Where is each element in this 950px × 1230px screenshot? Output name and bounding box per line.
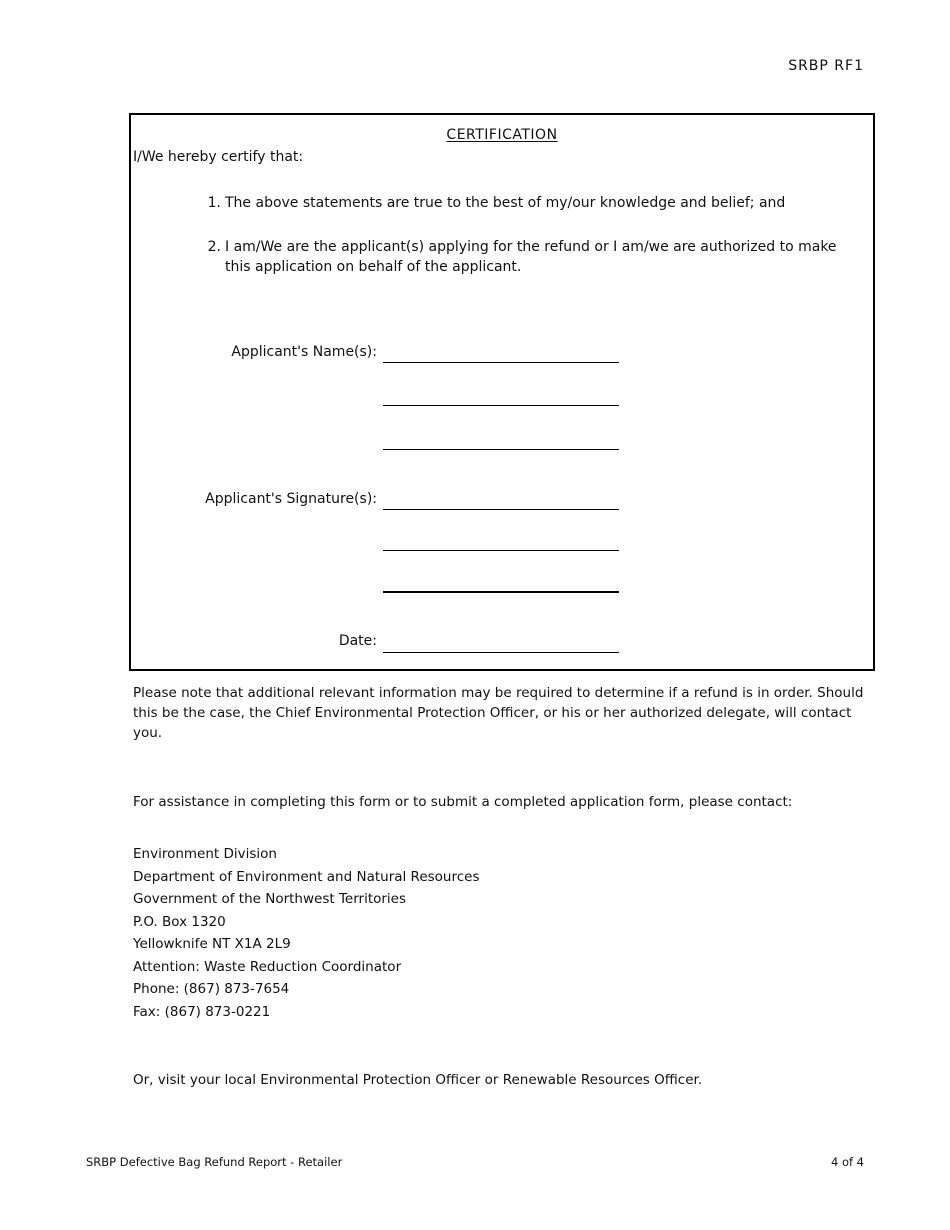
applicant-signature-line-3[interactable] bbox=[383, 591, 619, 593]
certification-intro: I/We hereby certify that: bbox=[133, 149, 304, 165]
contact-line: Yellowknife NT X1A 2L9 bbox=[133, 936, 291, 952]
contact-phone: Phone: (867) 873-7654 bbox=[133, 981, 290, 997]
contact-line: Environment Division bbox=[133, 846, 277, 862]
date-line[interactable] bbox=[383, 652, 619, 653]
contact-address bbox=[133, 843, 873, 1023]
applicant-name-line-2[interactable] bbox=[383, 405, 619, 406]
contact-line: P.O. Box 1320 bbox=[133, 913, 226, 930]
applicant-name-label: Applicant's Name(s): bbox=[231, 344, 377, 360]
statement-1 bbox=[203, 193, 883, 215]
applicant-signature-line-1[interactable] bbox=[383, 509, 619, 510]
applicant-name-line-3[interactable] bbox=[383, 449, 619, 450]
footer-page-number: 4 of 4 bbox=[830, 1155, 864, 1169]
form-code: SRBP RF1 bbox=[788, 58, 864, 74]
refund-notice: Please note that additional relevant information may be required to determine if a refund is in order. Should this be the case, the Chief Environmental Protection Officer, or his or her authorized delegate, will contact you. bbox=[133, 685, 864, 741]
statement-text: The above statements are true to the best of my/our knowledge and belief; and bbox=[225, 195, 786, 211]
assistance-text: For assistance in completing this form or to submit a completed application form, please contact: bbox=[133, 794, 793, 810]
closing-text: Or, visit your local Environmental Protection Officer or Renewable Resources Officer. bbox=[133, 1072, 703, 1088]
contact-line: Department of Environment and Natural Resources bbox=[133, 868, 480, 885]
certification-box bbox=[129, 113, 875, 671]
statement-number: 2. bbox=[207, 239, 221, 255]
applicant-signature-label: Applicant's Signature(s): bbox=[205, 491, 377, 507]
contact-line: Government of the Northwest Territories bbox=[133, 891, 407, 907]
statement-2 bbox=[203, 237, 883, 279]
contact-line: Attention: Waste Reduction Coordinator bbox=[133, 958, 402, 975]
statement-text: I am/We are the applicant(s) applying for the refund or I am/we are authorized to make this application on behalf of the applicant. bbox=[225, 239, 837, 275]
certification-title: CERTIFICATION bbox=[446, 127, 558, 143]
statement-number: 1. bbox=[207, 195, 221, 211]
date-label: Date: bbox=[338, 633, 377, 649]
footer-document-title: SRBP Defective Bag Refund Report - Retailer bbox=[86, 1155, 343, 1169]
contact-fax: Fax: (867) 873-0221 bbox=[133, 1003, 271, 1020]
applicant-signature-line-2[interactable] bbox=[383, 550, 619, 551]
applicant-name-line-1[interactable] bbox=[383, 362, 619, 363]
